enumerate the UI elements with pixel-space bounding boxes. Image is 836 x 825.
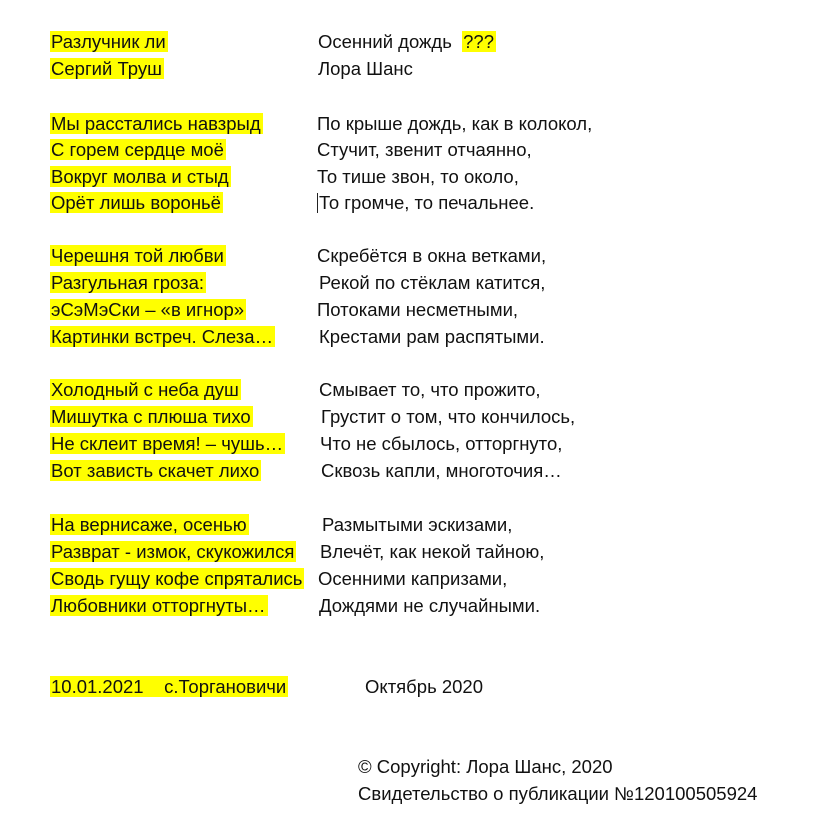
right-poem-line: Рекой по стёклам катится, — [319, 272, 546, 293]
right-poem-line: Скребётся в окна ветками, — [317, 245, 547, 266]
left-poem-line: На вернисаже, осенью — [51, 514, 247, 535]
right-poem-line: Что не сбылось, отторгнуто, — [320, 433, 563, 454]
left-poem-line: Холодный с неба душ — [51, 379, 239, 400]
left-poem-date: 10.01.2021 с.Торгановичи — [51, 676, 287, 697]
right-poem-title: Осенний дождь ??? — [318, 31, 495, 52]
right-poem-line: По крыше дождь, как в колокол, — [317, 113, 593, 134]
right-poem-date: Октябрь 2020 — [365, 676, 484, 697]
right-poem-title-mark: ??? — [463, 31, 495, 52]
left-poem-author: Сергий Труш — [51, 58, 162, 79]
right-poem-line: Сквозь капли, многоточия… — [321, 460, 562, 481]
left-poem-line: С горем сердце моё — [51, 139, 224, 160]
right-poem-line: Потоками несметными, — [317, 299, 519, 320]
publication-certificate: Свидетельство о публикации №120100505924 — [358, 783, 758, 804]
left-poem-line: Картинки встреч. Слеза… — [51, 326, 274, 347]
left-poem-line: Черешня той любви — [51, 245, 224, 266]
left-poem-line: Вокруг молва и стыд — [51, 166, 229, 187]
right-poem-line: Размытыми эскизами, — [322, 514, 513, 535]
right-poem-line: Крестами рам распятыми. — [319, 326, 545, 347]
left-poem-line: Мишутка с плюша тихо — [51, 406, 251, 427]
left-poem-title: Разлучник ли — [51, 31, 166, 52]
left-poem-line: Разгульная гроза: — [51, 272, 205, 293]
left-poem-line: Орёт лишь вороньё — [51, 192, 221, 213]
left-poem-signature — [50, 675, 288, 699]
left-poem-line: Не склеит время! – чушь… — [51, 433, 284, 454]
left-poem-line: Любовники отторгнуты… — [51, 595, 266, 616]
left-poem-line: Сводь гущу кофе спрятались — [51, 568, 303, 589]
right-poem-line-with-cursor[interactable]: То громче, то печальнее. — [319, 192, 535, 213]
right-poem-line: Смывает то, что прожито, — [319, 379, 541, 400]
right-poem-line: То тише звон, то около, — [317, 166, 519, 187]
left-poem-line: Мы расстались навзрыд — [51, 113, 261, 134]
right-poem-line: Стучит, звенит отчаянно, — [317, 139, 532, 160]
copyright-notice: © Copyright: Лора Шанс, 2020 — [358, 756, 613, 777]
right-poem-line: Влечёт, как некой тайною, — [320, 541, 545, 562]
left-poem-place: с.Торгановичи — [164, 676, 287, 697]
left-poem-line: Разврат - измок, скукожился — [51, 541, 295, 562]
left-poem-line: Вот зависть скачет лихо — [51, 460, 260, 481]
right-poem-line: Грустит о том, что кончилось, — [321, 406, 576, 427]
right-poem-line: Дождями не случайными. — [319, 595, 541, 616]
right-poem-author: Лора Шанс — [318, 58, 413, 79]
right-poem-line: Осенними капризами, — [318, 568, 508, 589]
text-cursor — [317, 193, 318, 213]
left-poem-line: эСэМэСки – «в игнор» — [51, 299, 245, 320]
